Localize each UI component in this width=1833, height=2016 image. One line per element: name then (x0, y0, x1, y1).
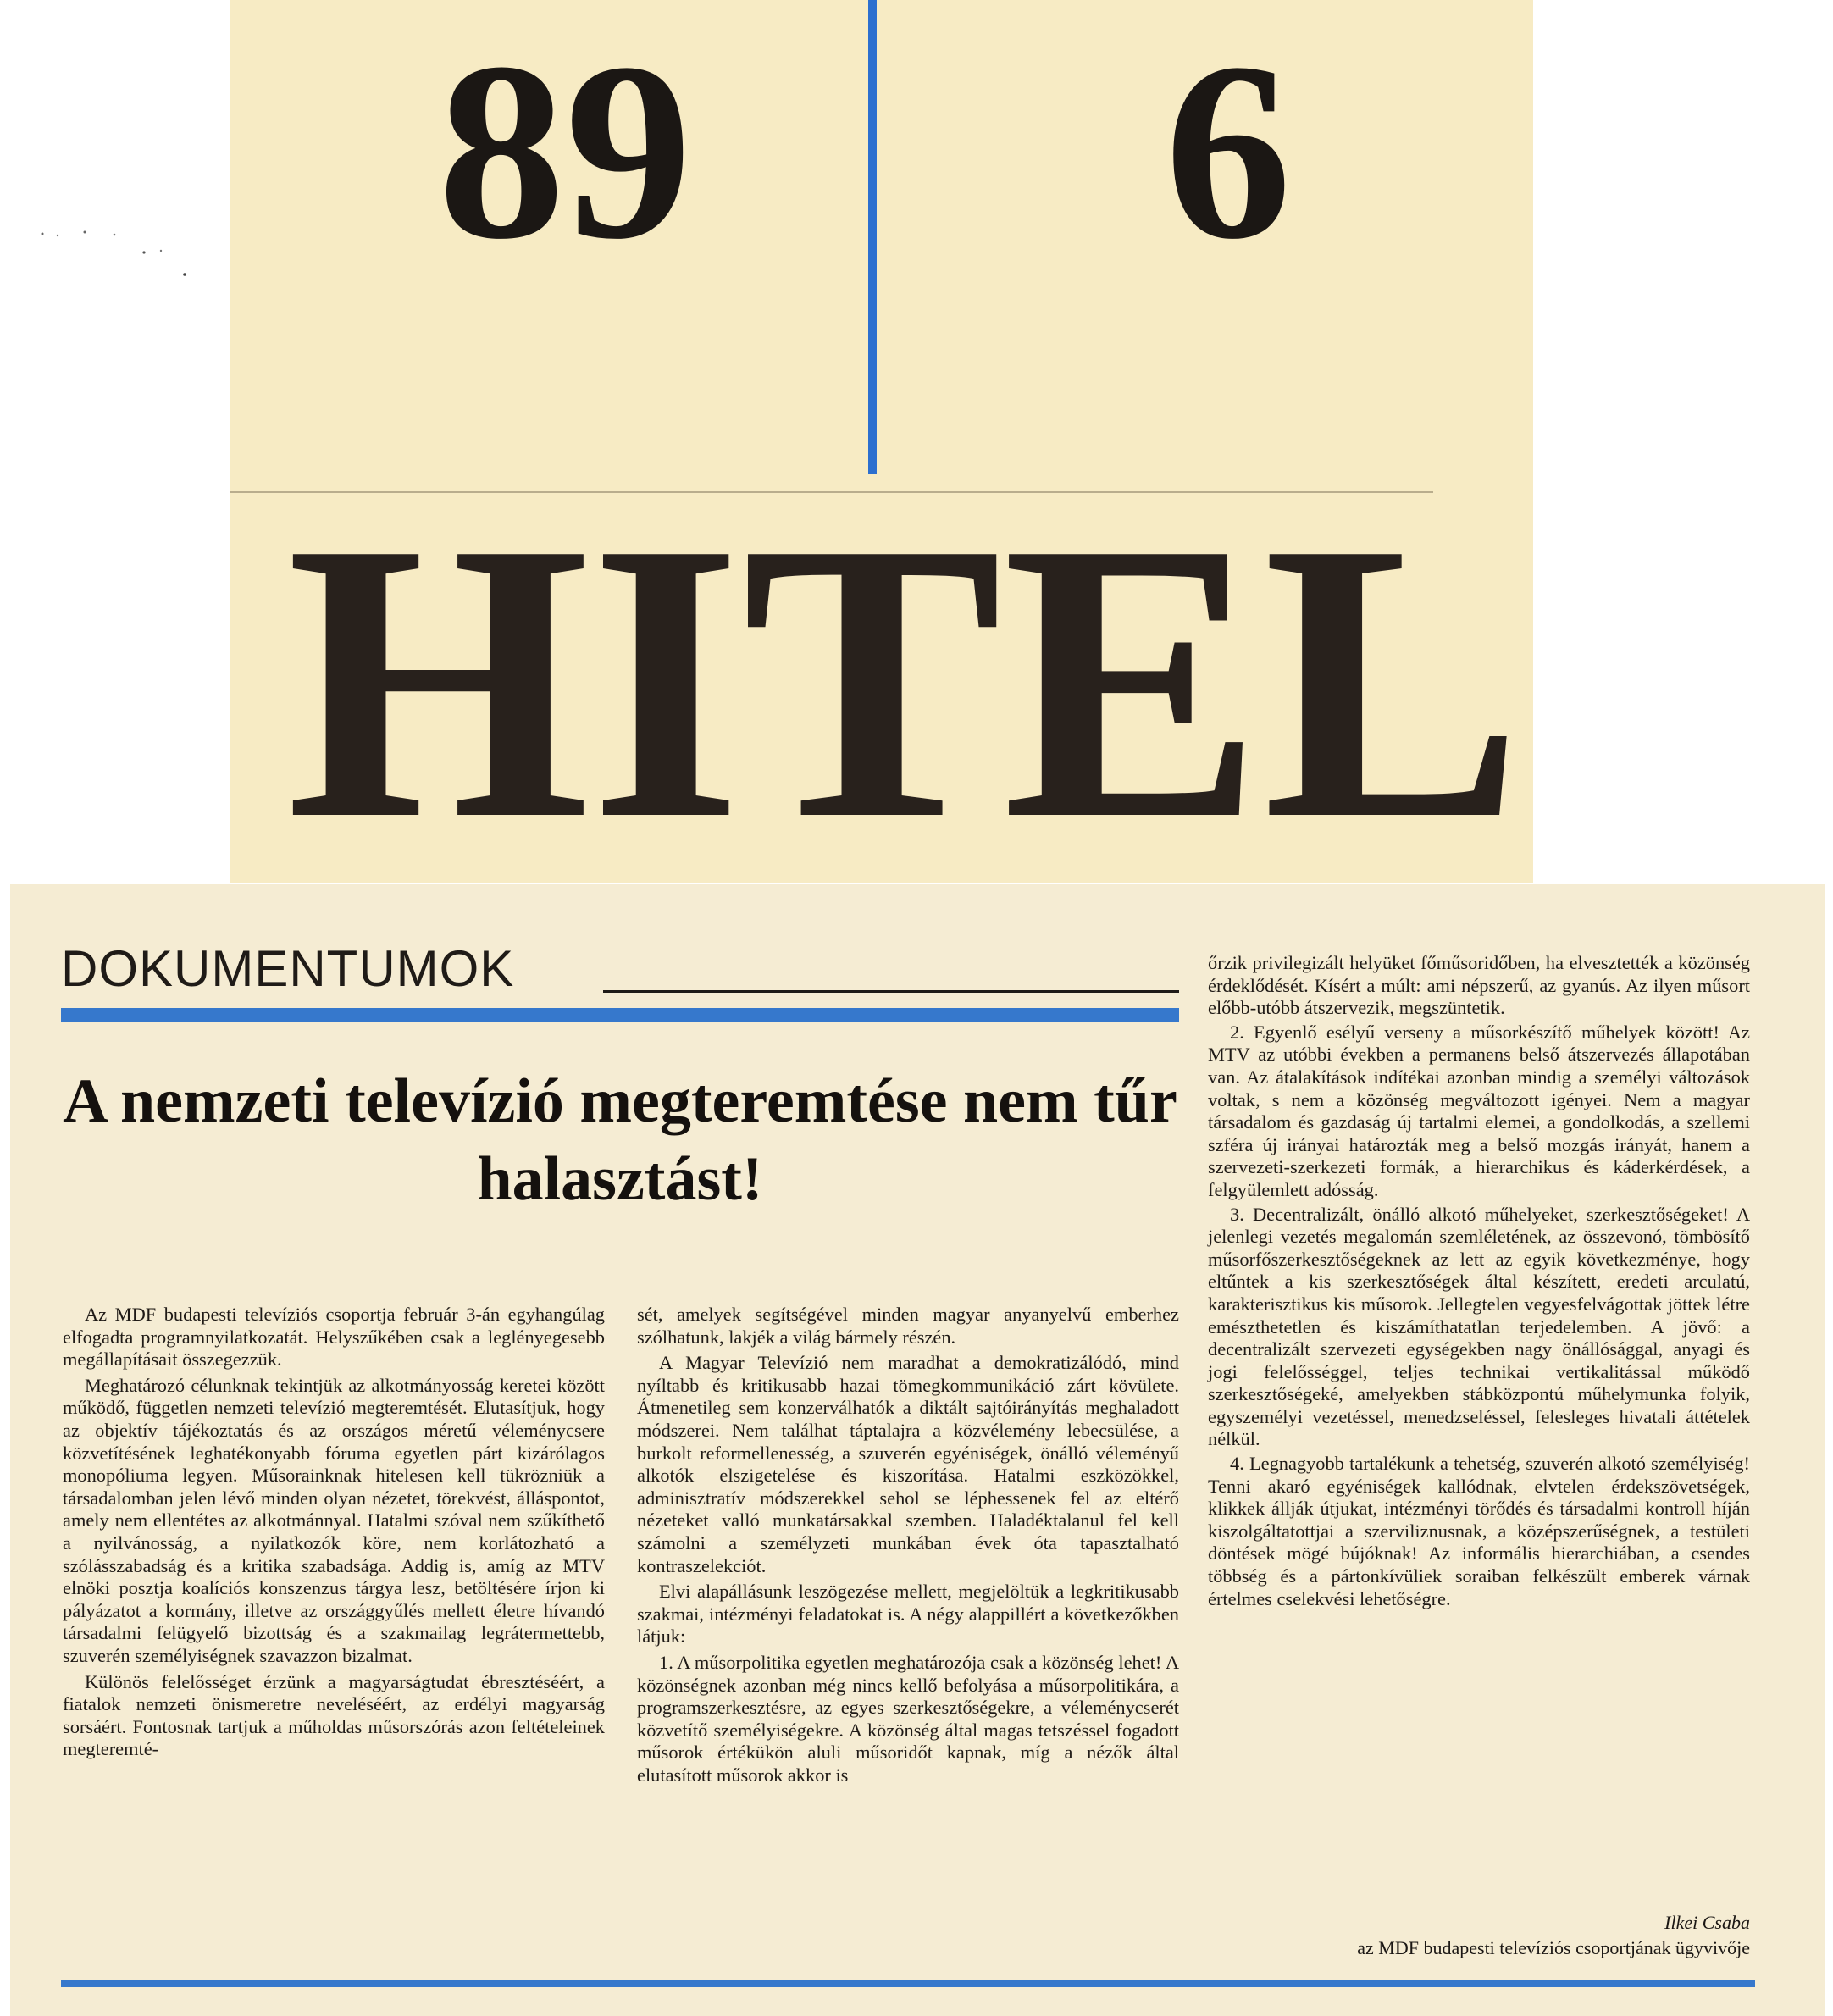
paragraph: Különös felelősséget érzünk a magyarságtudat ébresztéséért, a fiatalok nemzeti önismeretre neveléséért, az erdélyi magyarság sorsáért. Fontosnak tartjuk a műholdas műsorszórás azon feltételeinek megteremté- (63, 1670, 605, 1760)
paragraph: sét, amelyek segítségével minden magyar anyanyelvű emberhez szólhatunk, lakjék a világ bármely részén. (637, 1304, 1179, 1348)
magazine-cover (230, 0, 1533, 883)
paragraph: 4. Legnagyobb tartalékunk a tehetség, szuverén alkotó személyiség! Tenni akaró egyéniségek kallódnak, elvtelen érdekszövetségek, klikkek állják útjukat, intézményi törődés és társadalmi kontroll híján kiszolgáltatottjai a szerviliznusnak, a középszerűségnek, a testületi döntések mögé bújóknak! Az informális hierarchiában, a csendes többség és a pártonkívüliek soraiban felkészült emberek várnak értelmes cselekvési lehetőségre. (1208, 1453, 1750, 1609)
article-headline: A nemzeti televízió megteremtése nem tűr halasztást! (63, 1066, 1177, 1214)
section-blue-band (61, 1008, 1179, 1022)
paragraph: 3. Decentralizált, önálló alkotó műhelyeket, szerkesztőségeket! A jelenlegi vezetés megalomán szemléletének, az összevonó, tömbösítő műsorfőszerkesztőségeknek az lett az egyik következménye, hogy eltűntek a kis szerkesztőségek által készített, eredeti arculatú, karakterisztikus kis műsorok. Jellegtelen vegyesfelvágottak jöttek létre emészthetetlen és kiszámíthatatlan terjedelemben. A jövő: a decentralizált szervezeti egységekben nagy önállósággal, anyagi és jogi felelősséggel, teljes technikai vertikalitással működő szerkesztőségeké, amelyekben stábközpontú műhelymunka folyik, egyszemélyi vezetéssel, menedzseléssel, felesleges hivatali áttételek nélkül. (1208, 1203, 1750, 1450)
masthead-title (278, 508, 1531, 864)
paragraph: őrzik privilegizált helyüket főműsoridőben, ha elvesztették a közönség érdeklődését. Kísért a múlt: ami népszerű, az gyanús. Az ilyen műsort előbb-utóbb átszervezik, megszüntetik. (1208, 952, 1750, 1019)
article-column-1 (63, 1304, 605, 1764)
masthead-text: HITEL (286, 508, 1523, 864)
article-column-2 (637, 1304, 1179, 1790)
scan-specks (34, 227, 203, 286)
paragraph: 1. A műsorpolitika egyetlen meghatározója csak a közönség lehet! A közönségnek azonban még nincs kellő befolyása a műsorpolitikára, a programszerkesztésre, az egyes szerkesztőségekre, a véleménycserét közvetítő személyiségekre. A közönség által magas tetszéssel fogadott műsorok értékükön aluli műsoridőt kapnak, míg a nézők által elutasított műsorok akkor is (637, 1651, 1179, 1786)
paragraph: Meghatározó célunknak tekintjük az alkotmányosság keretei között működő, független nemzeti televízió megteremtését. Elutasítjuk, hogy az objektív tájékoztatás és az országos méretű véleménycsere közvetítésének leghatékonyabb fóruma egyetlen párt kizárólagos monopóliuma legyen. Műsorainknak hitelesen kell tükrözniük a társadalomban jelen lévő minden olyan nézetet, törekvést, álláspontot, amely nem ellentétes az alkotmánnyal. Hatalmi szóval nem szűkíthető a nyilvánosság, a nyilatkozók köre, nem korlátozható a szólásszabadság és a kritika szabadsága. Addig is, amíg az MTV elnöki posztja koalíciós konszenzus tárgya lesz, betöltésére írjon ki pályázatot a kormány, illetve az országgyűlés mellett életre hívandó társadalmi felügyelő bizottság és a szakmailag legrátermettebb, szuverén személyiségnek szavazzon bizalmat. (63, 1374, 605, 1666)
paragraph: A Magyar Televízió nem maradhat a demokratizálódó, mind nyíltabb és kritikusabb hazai tömegkommunikáció zárt kövülete. Átmenetileg sem konzerválhatók a diktált sajtóirányítás meghaladott módszerei. Nem találhat táptalajra a közvélemény lebecsülése, a burkolt reformellenesség, a szuverén egyéniségek, önálló véleményű alkotók elszigetelése és kiszorítása. Hatalmi eszközökkel, adminisztratív módszerekkel sehol se léphessenek fel az eltérő nézeteket valló munkatársakkal szemben. Haladéktalanul fel kell számolni a személyzeti munkában évek óta tapasztalható kontraszelekciót. (637, 1352, 1179, 1576)
cover-divider (868, 0, 877, 474)
paragraph: Elvi alapállásunk leszögezése mellett, megjelöltük a legkritikusabb szakmai, intézményi feladatokat is. A négy alappillért a következőkben látjuk: (637, 1581, 1179, 1648)
article-column-3 (1208, 952, 1750, 1612)
newspaper-clipping (10, 884, 1825, 2016)
paragraph: 2. Egyenlő esélyű verseny a műsorkészítő műhelyek között! Az MTV az utóbbi években a permanens belső átszervezés állapotában van. Az átalakítások indítékai azonban mindig a személyi változások voltak, s nem a közönség megváltozott igényei. Nem a magyar társadalom és gazdaság új tartalmi elemei, a gondolkodás, a szellemi szféra új irányai határozták meg a belső mozgás irányát, hanem a szervezeti-szerkezeti formák, a hierarchikus és káderkérdések, a felgyülemlett adósság. (1208, 1021, 1750, 1200)
section-underline (603, 990, 1179, 993)
paragraph: Az MDF budapesti televíziós csoportja február 3-án egyhangúlag elfogadta programnyilatkozatát. Helyszűkében csak a leglényegesebb megállapításait összegezzük. (63, 1304, 605, 1371)
signature-name: Ilkei Csaba (1664, 1912, 1750, 1933)
issue-number: 6 (1165, 10, 1292, 291)
signature-role: az MDF budapesti televíziós csoportjának ügyvivője (1357, 1937, 1750, 1958)
bottom-blue-rule (61, 1980, 1755, 1987)
cover-rule (230, 491, 1433, 493)
section-label: DOKUMENTUMOK (61, 940, 515, 997)
issue-year: 89 (438, 10, 692, 291)
